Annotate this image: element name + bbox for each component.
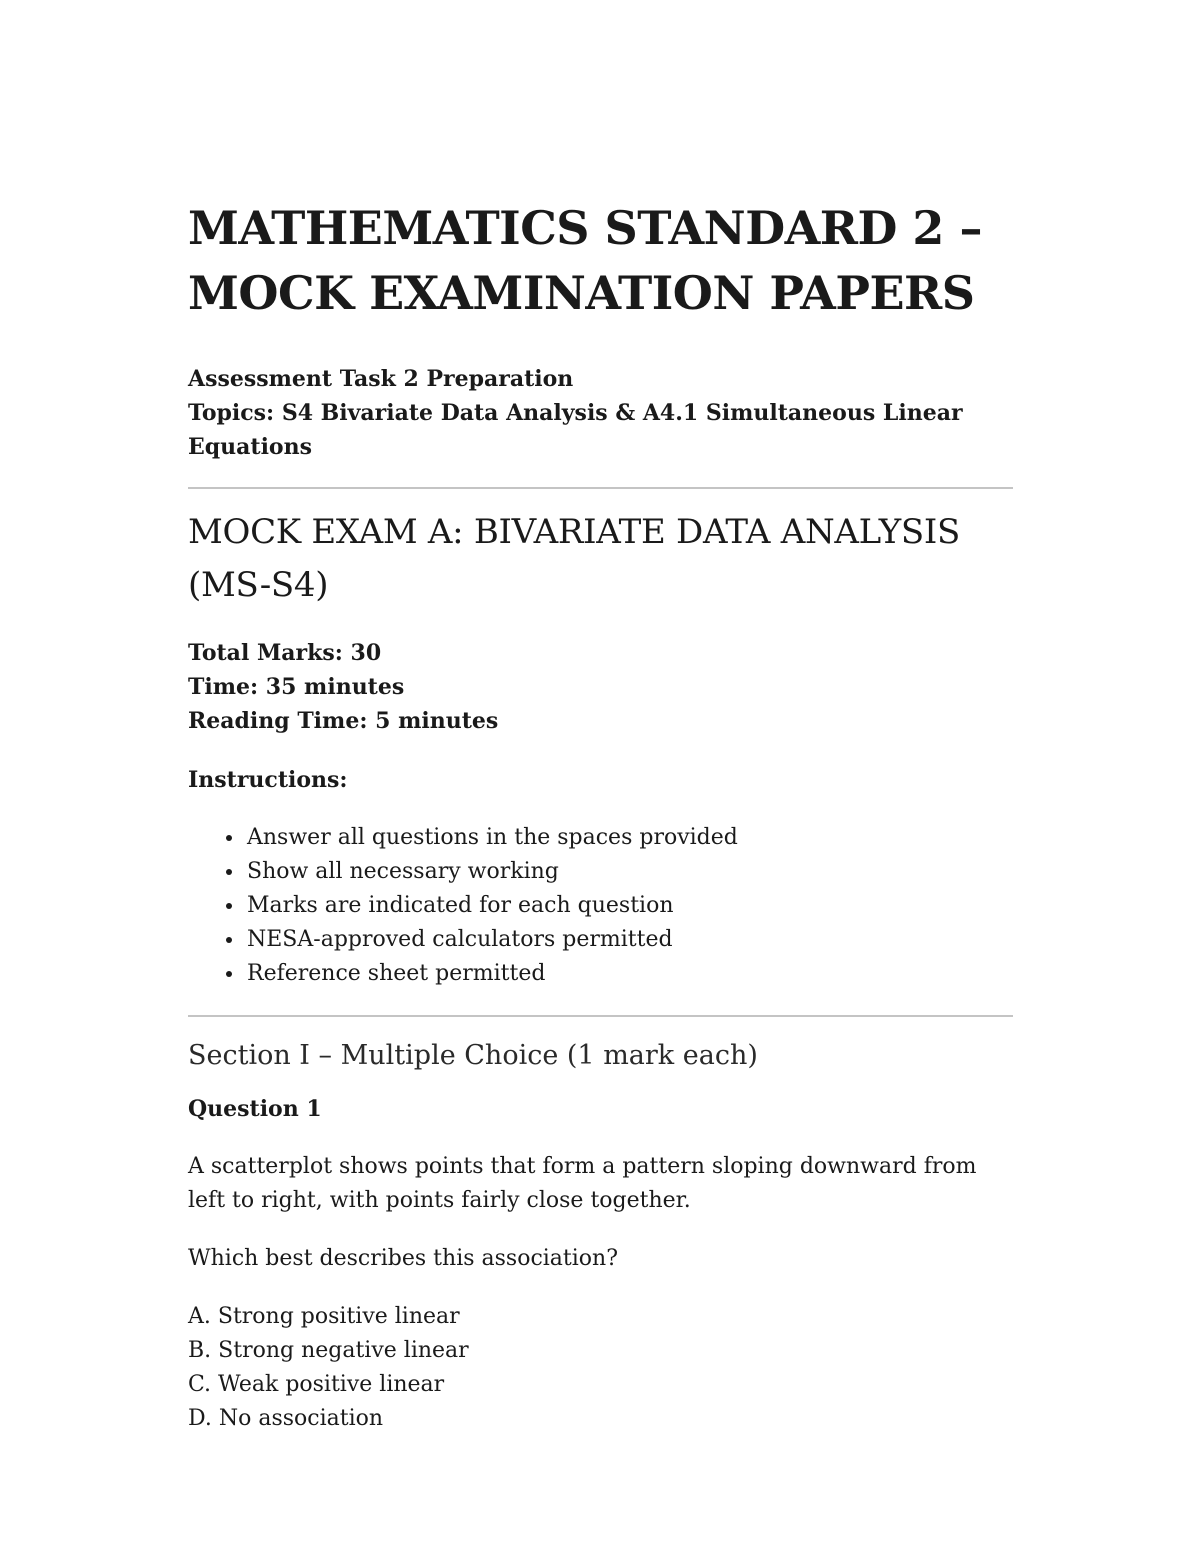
document-meta [188, 362, 1013, 464]
instructions-heading: Instructions: [188, 767, 348, 793]
option-c: C. Weak positive linear [188, 1372, 445, 1397]
exam-time: Time: 35 minutes [188, 674, 405, 700]
instruction-item: • NESA-approved calculators permitted [245, 923, 1013, 957]
document-title-line-2: MOCK EXAMINATION PAPERS [188, 266, 975, 320]
reading-time: Reading Time: 5 minutes [188, 708, 499, 734]
instruction-item: • Marks are indicated for each question [245, 889, 1013, 923]
divider [188, 1015, 1013, 1017]
option-a: A. Strong positive linear [188, 1304, 460, 1329]
document-title [188, 196, 1013, 326]
instructions-list [188, 821, 1013, 991]
question-1-prompt: Which best describes this association? [188, 1246, 619, 1271]
document-title-line-1: MATHEMATICS STANDARD 2 – [188, 201, 982, 255]
option-b: B. Strong negative linear [188, 1338, 469, 1363]
document-page [188, 196, 1013, 1436]
exam-a-meta [188, 636, 1013, 738]
question-1-label: Question 1 [188, 1096, 322, 1122]
document-topics: Topics: S4 Bivariate Data Analysis & A4.1 Simultaneous Linear Equations [188, 400, 963, 460]
divider [188, 487, 1013, 489]
instruction-item: • Reference sheet permitted [245, 957, 1013, 991]
total-marks: Total Marks: 30 [188, 640, 382, 666]
exam-a-title: MOCK EXAM A: BIVARIATE DATA ANALYSIS (MS-S4) [188, 512, 961, 605]
option-d: D. No association [188, 1406, 384, 1431]
instruction-item: • Show all necessary working [245, 855, 1013, 889]
question-1-options [188, 1300, 1013, 1436]
question-1-text: A scatterplot shows points that form a pattern sloping downward from left to right, with points fairly close together. [188, 1154, 977, 1213]
document-subtitle: Assessment Task 2 Preparation [188, 366, 574, 392]
section-1-heading: Section I – Multiple Choice (1 mark each) [188, 1040, 758, 1071]
instruction-item: • Answer all questions in the spaces provided [245, 821, 1013, 855]
